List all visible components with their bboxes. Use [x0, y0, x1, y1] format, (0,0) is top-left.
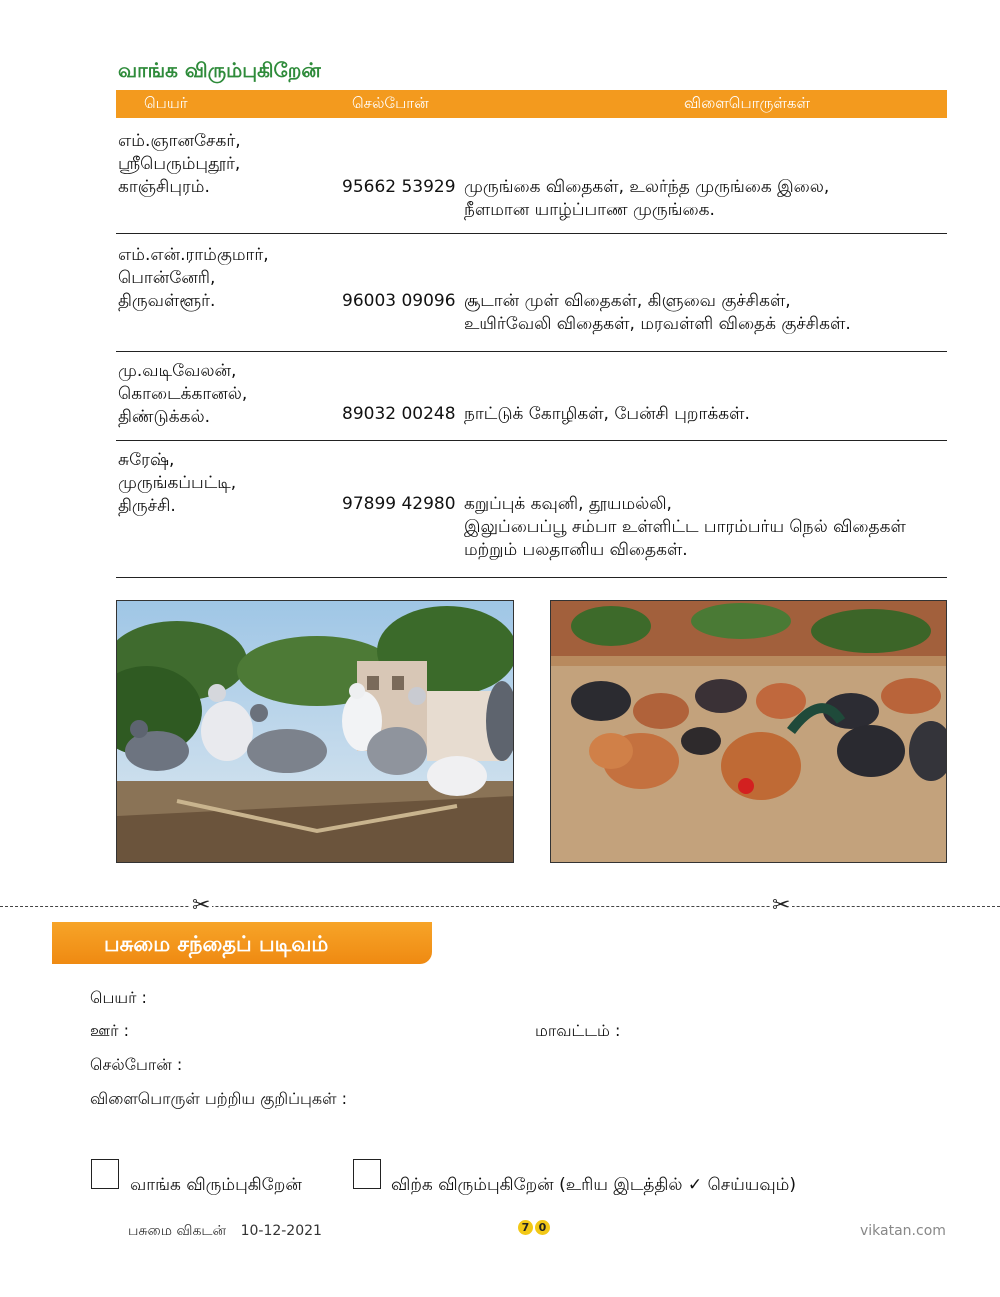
row-product: நாட்டுக் கோழிகள், பேன்சி புறாக்கள்.: [464, 404, 750, 424]
page-number: [518, 1220, 550, 1235]
cut-line: [0, 906, 1000, 907]
district-field-label: மாவட்டம் :: [535, 1021, 621, 1040]
section-title: வாங்க விரும்புகிறேன்: [118, 58, 321, 82]
name-field-label: பெயர் :: [90, 988, 147, 1007]
table-row: [116, 352, 947, 441]
row-product: முருங்கை விதைகள், உலர்ந்த முருங்கை இலை, நீளமான யாழ்ப்பாண முருங்கை.: [464, 177, 830, 220]
buy-option-label: வாங்க விரும்புகிறேன்: [130, 1175, 302, 1195]
form-title: பசுமை சந்தைப் படிவம்: [52, 922, 432, 964]
row-phone: 95662 53929: [342, 177, 456, 197]
page-digit: 0: [535, 1220, 550, 1235]
sell-option-label: விற்க விரும்புகிறேன் (உரிய இடத்தில் ✓ செய்யவும்): [391, 1175, 796, 1195]
pigeons-photo: [116, 600, 514, 863]
header-name: பெயர்: [144, 94, 188, 112]
table-row: [116, 234, 947, 352]
page-digit: 7: [518, 1220, 533, 1235]
table-row: [116, 441, 947, 578]
sell-checkbox[interactable]: [353, 1159, 381, 1189]
row-product: கறுப்புக் கவுனி, தூயமல்லி, இலுப்பைப்பூ சம்பா உள்ளிட்ட பாரம்பர்ய நெல் விதைகள் மற்றும் பலதானிய விதைகள்.: [464, 494, 906, 560]
scissors-icon: ✂: [192, 893, 211, 918]
row-name: எம்.என்.ராம்குமார், பொன்னேரி, திருவள்ளூர்.: [118, 245, 269, 311]
row-name: மு.வடிவேலன், கொடைக்கானல், திண்டுக்கல்.: [118, 361, 248, 427]
site-url: vikatan.com: [860, 1223, 946, 1239]
row-phone: 89032 00248: [342, 404, 456, 424]
buy-checkbox[interactable]: [91, 1159, 119, 1189]
row-phone: 96003 09096: [342, 291, 456, 311]
table-row: [116, 126, 947, 234]
row-product: சூடான் முள் விதைகள், கிளுவை குச்சிகள், உயிர்வேலி விதைகள், மரவள்ளி விதைக் குச்சிகள்.: [464, 291, 851, 334]
table-header: [116, 90, 947, 118]
chickens-photo: [550, 600, 947, 863]
village-field-label: ஊர் :: [90, 1021, 129, 1040]
row-name: எம்.ஞானசேகர், ஸ்ரீபெரும்புதூர், காஞ்சிபுரம்.: [118, 131, 241, 197]
header-phone: செல்போன்: [352, 94, 429, 112]
footer-magazine: [128, 1223, 332, 1241]
notes-field-label: விளைபொருள் பற்றிய குறிப்புகள் :: [90, 1089, 348, 1108]
scissors-icon: ✂: [772, 893, 791, 918]
row-phone: 97899 42980: [342, 494, 456, 514]
issue-date: 10-12-2021: [240, 1223, 322, 1239]
row-name: சுரேஷ், முருங்கப்பட்டி, திருச்சி.: [118, 450, 237, 516]
header-product: விளைபொருள்கள்: [684, 94, 811, 112]
magazine-name: பசுமை விகடன்: [128, 1223, 227, 1239]
phone-field-label: செல்போன் :: [90, 1055, 183, 1074]
